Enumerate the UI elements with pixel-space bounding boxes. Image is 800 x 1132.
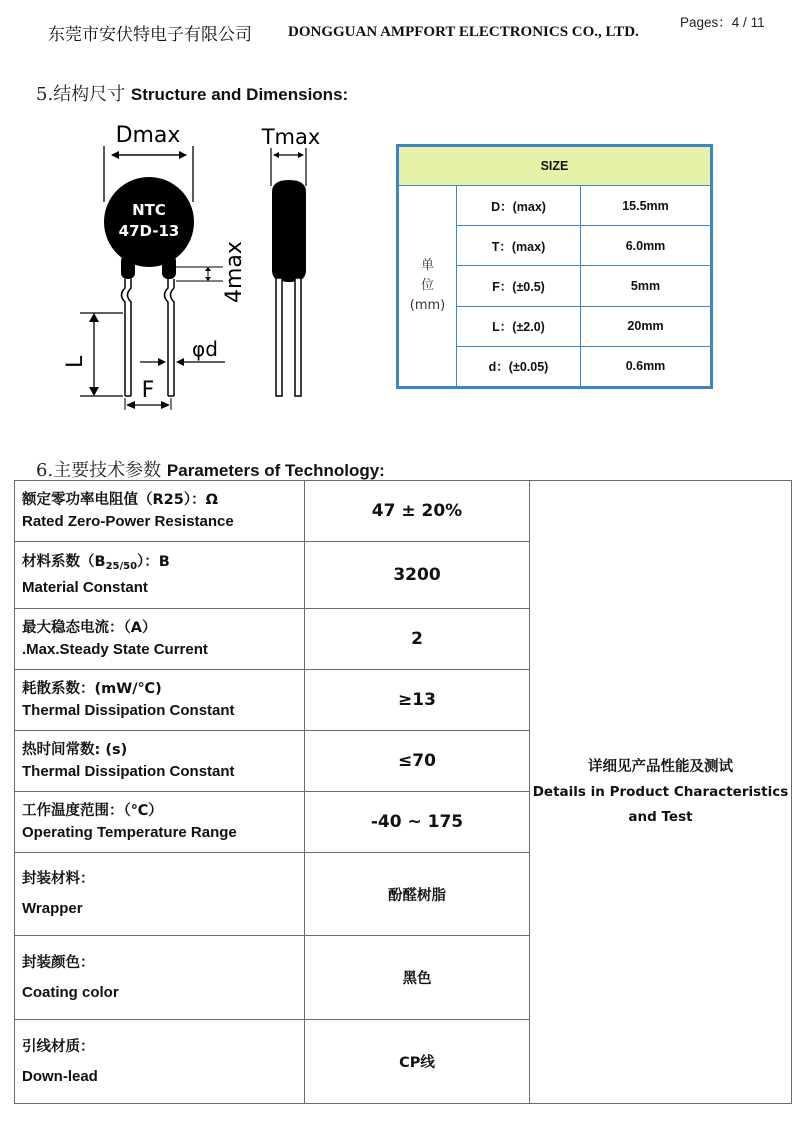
pages-label: Pages： — [680, 15, 732, 30]
parameters-table — [14, 480, 792, 1104]
param-label: 封装颜色： Coating color — [15, 936, 305, 1020]
company-name-cn: 东莞市安伏特电子有限公司 — [48, 25, 252, 45]
size-param-d: D：(max) — [457, 186, 581, 226]
section-title-cn: 主要技术参数 — [53, 460, 162, 481]
section-number: 6. — [36, 460, 54, 481]
details-note: 详细见产品性能及测试 Details in Product Characteristics and Test — [530, 481, 792, 1104]
param-label: 封装材料： Wrapper — [15, 852, 305, 936]
disc-text-line2: 47D-13 — [118, 222, 180, 240]
dimension-diagram — [60, 110, 350, 410]
size-value-f: 5mm — [581, 266, 711, 306]
thermistor-side-view-icon — [272, 180, 306, 396]
page-separator: / — [739, 15, 751, 30]
label-4max: 4max — [222, 241, 247, 303]
section-number: 5. — [36, 84, 54, 105]
unit-cell — [399, 186, 457, 387]
param-value: 黑色 — [305, 936, 530, 1020]
param-value: -40 ~ 175 — [305, 791, 530, 852]
param-value: 47 ± 20% — [305, 481, 530, 542]
page-indicator — [680, 11, 765, 31]
size-table-header: SIZE — [399, 147, 711, 186]
section-title-en: Parameters of Technology: — [166, 461, 385, 480]
company-name-en: DONGGUAN AMPFORT ELECTRONICS CO., LTD. — [288, 24, 639, 40]
size-param-f: F：(±0.5) — [457, 266, 581, 306]
label-dmax: Dmax — [115, 123, 181, 148]
unit-line3: (mm) — [409, 298, 446, 313]
label-tmax: Tmax — [261, 125, 321, 149]
unit-line1: 单 — [420, 258, 434, 273]
param-value: ≥13 — [305, 669, 530, 730]
page-current: 4 — [731, 15, 740, 30]
param-value: 2 — [305, 608, 530, 669]
param-label: 工作温度范围：（℃） Operating Temperature Range — [15, 791, 305, 852]
section-6-title — [36, 456, 385, 482]
table-row — [15, 481, 792, 542]
size-param-t: T：(max) — [457, 226, 581, 266]
label-f: F — [141, 378, 155, 403]
section-title-en: Structure and Dimensions: — [130, 85, 349, 104]
unit-line2: 位 — [420, 278, 434, 293]
param-label: 引线材质： Down-lead — [15, 1020, 305, 1104]
param-label: 耗散系数：(mW/℃) Thermal Dissipation Constant — [15, 669, 305, 730]
page-total: 11 — [750, 15, 765, 30]
param-label: 热时间常数: (s) Thermal Dissipation Constant — [15, 730, 305, 791]
param-label: 材料系数$(B_{25/50})$：B Material Constant — [15, 542, 305, 609]
disc-text-line1: NTC — [132, 201, 166, 219]
label-phi-d: φd — [192, 337, 218, 361]
param-value: CP线 — [305, 1020, 530, 1104]
size-value-t: 6.0mm — [581, 226, 711, 266]
param-value: 3200 — [305, 542, 530, 609]
size-param-d-lead: d：(±0.05) — [457, 346, 581, 386]
size-value-l: 20mm — [581, 306, 711, 346]
section-title-cn: 结构尺寸 — [53, 84, 126, 105]
size-value-d: 15.5mm — [581, 186, 711, 226]
param-value: 酚醛树脂 — [305, 852, 530, 936]
section-5-title — [36, 80, 348, 106]
param-label: 最大稳态电流：（A） .Max.Steady State Current — [15, 608, 305, 669]
label-l: L — [63, 355, 88, 368]
size-value-d-lead: 0.6mm — [581, 346, 711, 386]
param-label: 额定零功率电阻值（R25）：Ω Rated Zero-Power Resistance — [15, 481, 305, 542]
size-param-l: L：(±2.0) — [457, 306, 581, 346]
size-table — [396, 144, 713, 389]
param-value: ≤70 — [305, 730, 530, 791]
